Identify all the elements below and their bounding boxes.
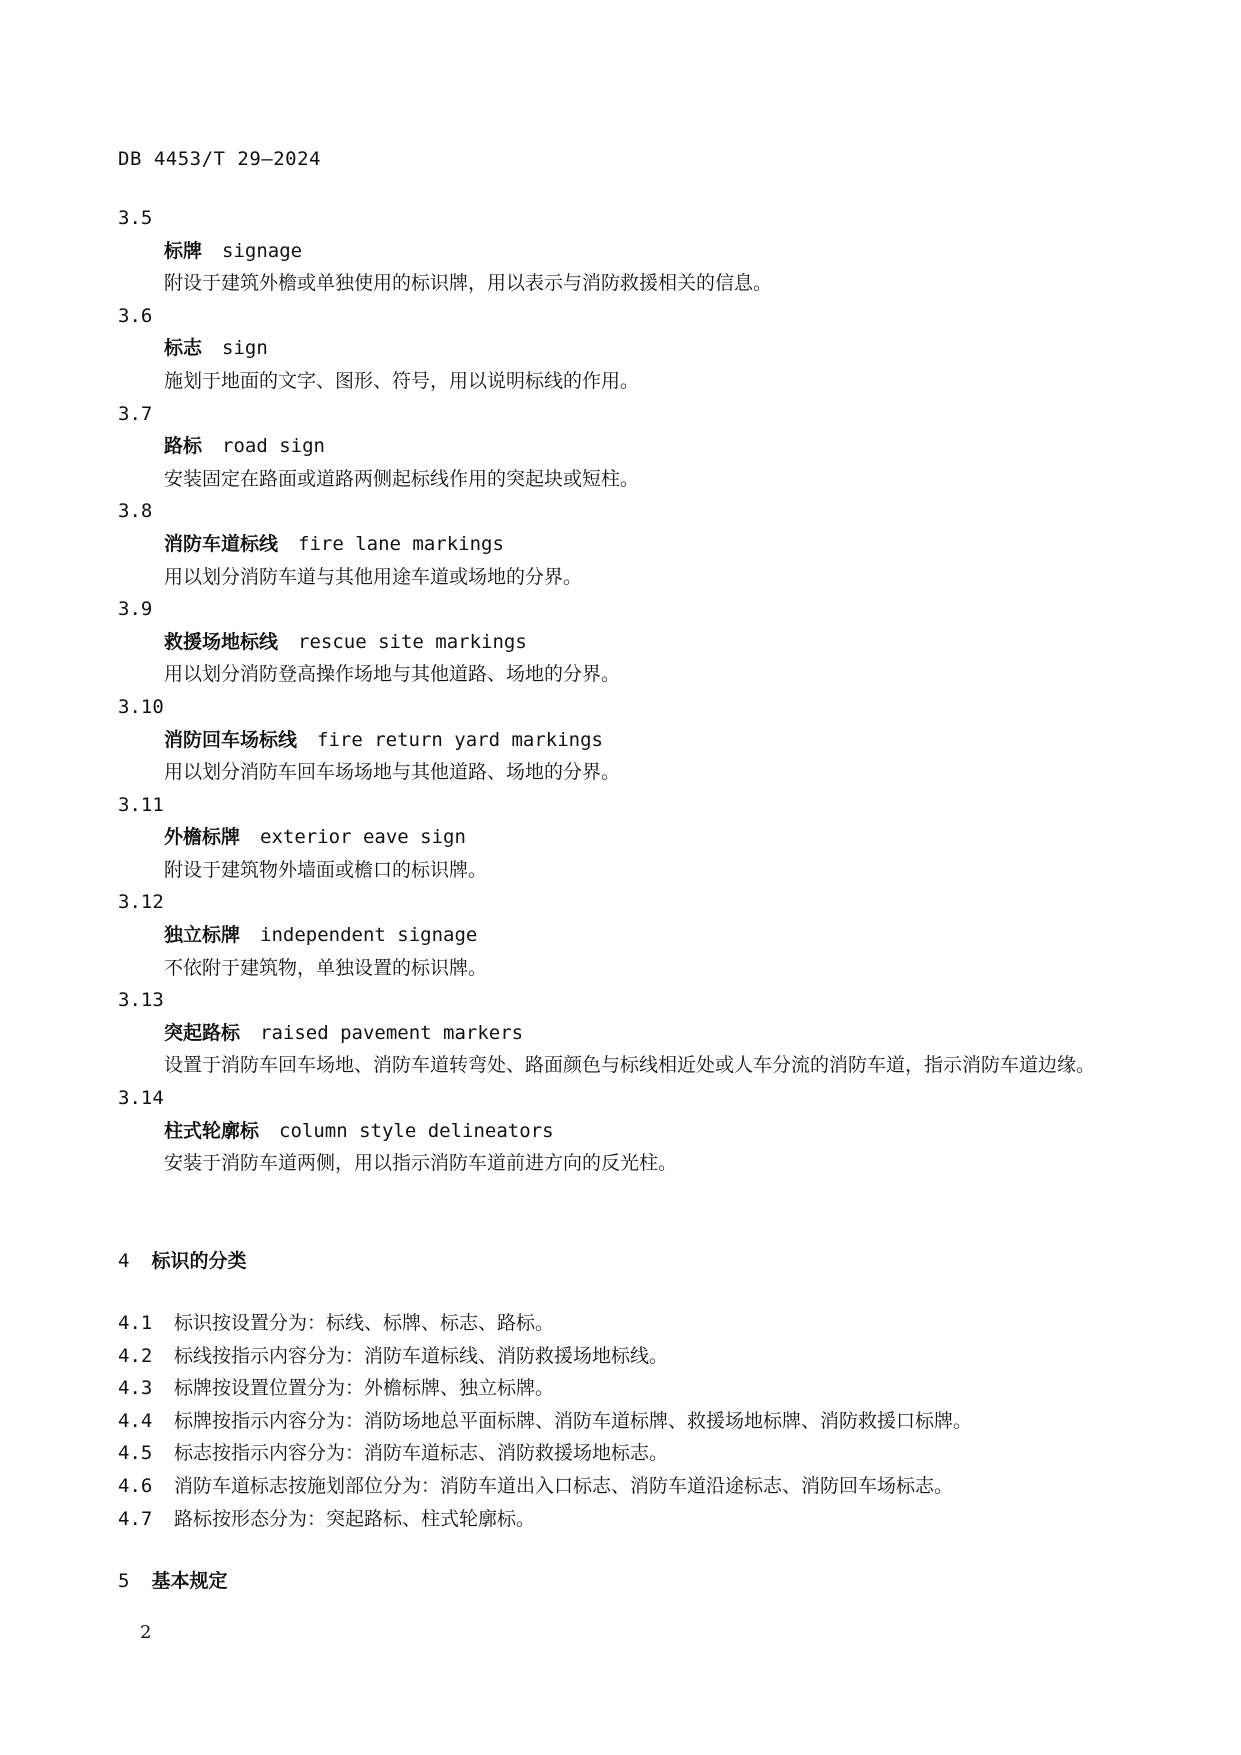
definition-number: 3.6 [118,304,153,327]
definition-term [118,1017,1118,1050]
definition-description: 用以划分消防车回车场场地与其他道路、场地的分界。 [164,761,621,784]
definition-term [118,724,1118,757]
definition-term [118,821,1118,854]
definition-number: 3.5 [118,207,153,229]
term-zh: 消防车道标线 [164,532,279,555]
definition-number: 3.7 [118,402,153,425]
list-item [118,1307,972,1340]
item-text: 消防车道标志按施划部位分为：消防车道出入口标志、消防车道沿途标志、消防回车场标志。 [174,1474,954,1497]
term-zh: 消防回车场标线 [164,728,298,751]
document-id-header: DB 4453/T 29—2024 [118,148,321,170]
term-en: raised pavement markers [260,1021,524,1044]
term-zh: 标志 [164,337,203,360]
term-zh: 救援场地标线 [164,630,279,653]
definition-term [118,919,1118,952]
item-number: 4.3 [118,1377,153,1400]
term-en: fire return yard markings [317,728,603,751]
term-zh: 突起路标 [164,1021,241,1044]
definition-description: 施划于地面的文字、图形、符号，用以说明标线的作用。 [164,369,640,392]
item-text: 标牌按设置位置分为：外檐标牌、独立标牌。 [174,1377,555,1400]
term-zh: 外檐标牌 [164,826,241,849]
item-text: 标线按指示内容分为：消防车道标线、消防救援场地标线。 [174,1344,669,1367]
term-zh: 标牌 [164,239,203,262]
definition-term [118,235,1118,268]
term-en: fire lane markings [298,532,504,555]
definition-description: 附设于建筑物外墙面或檐口的标识牌。 [164,858,488,881]
list-item [118,1405,972,1438]
definition-description: 附设于建筑外檐或单独使用的标识牌，用以表示与消防救援相关的信息。 [164,272,773,295]
definition-term [118,626,1118,659]
section-title: 标识的分类 [151,1250,247,1272]
term-en: column style delineators [279,1119,554,1142]
page-number: 2 [140,1622,152,1643]
item-number: 4.1 [118,1312,153,1334]
definition-entry [118,984,1118,1082]
item-number: 4.2 [118,1344,153,1367]
definition-number: 3.13 [118,989,164,1012]
item-text: 标识按设置分为：标线、标牌、标志、路标。 [174,1312,555,1334]
definition-number: 3.14 [118,1087,164,1110]
definition-entry [118,1082,1118,1180]
list-item [118,1372,972,1405]
definition-description: 不依附于建筑物，单独设置的标识牌。 [164,956,488,979]
section-heading-5 [118,1566,227,1593]
definition-entry [118,691,1118,789]
definition-number: 3.12 [118,891,164,914]
definition-number: 3.11 [118,793,164,816]
item-number: 4.7 [118,1507,153,1530]
term-en: sign [222,337,268,360]
definition-description: 用以划分消防登高操作场地与其他道路、场地的分界。 [164,663,621,686]
section-title: 基本规定 [151,1570,228,1592]
definition-description: 安装于消防车道两侧，用以指示消防车道前进方向的反光柱。 [164,1152,678,1175]
term-en: road sign [222,435,325,458]
section-number: 5 [118,1570,130,1592]
definition-term [118,1115,1118,1148]
section-number: 4 [118,1250,130,1272]
definition-term [118,332,1118,365]
section-heading-4 [118,1246,246,1273]
item-text: 标志按指示内容分为：消防车道标志、消防救援场地标志。 [174,1442,669,1465]
definition-description: 设置于消防车回车场地、消防车道转弯处、路面颜色与标线相近处或人车分流的消防车道，指示消防车道边缘。 [164,1054,1096,1077]
definition-entry [118,495,1118,593]
term-zh: 独立标牌 [164,924,241,947]
definition-number: 3.8 [118,500,153,523]
definitions-list [118,202,1118,1180]
term-zh: 路标 [164,435,203,458]
term-en: independent signage [260,924,478,947]
list-item [118,1503,972,1536]
item-number: 4.4 [118,1409,153,1432]
item-text: 标牌按指示内容分为：消防场地总平面标牌、消防车道标牌、救援场地标牌、消防救援口标牌。 [174,1409,973,1432]
definition-entry [118,300,1118,398]
term-en: rescue site markings [298,630,527,653]
item-number: 4.5 [118,1442,153,1465]
definition-entry [118,202,1118,300]
definition-entry [118,398,1118,496]
definition-term [118,528,1118,561]
term-en: exterior eave sign [260,826,466,849]
definition-entry [118,789,1118,887]
definition-entry [118,593,1118,691]
term-zh: 柱式轮廓标 [164,1119,260,1142]
list-item [118,1340,972,1373]
definition-number: 3.10 [118,695,164,718]
definition-number: 3.9 [118,598,153,621]
list-item [118,1437,972,1470]
term-en: signage [222,239,303,262]
item-text: 路标按形态分为：突起路标、柱式轮廓标。 [174,1507,536,1530]
definition-description: 安装固定在路面或道路两侧起标线作用的突起块或短柱。 [164,467,640,490]
definition-term [118,430,1118,463]
definition-entry [118,886,1118,984]
classification-list [118,1307,972,1535]
list-item [118,1470,972,1503]
definition-description: 用以划分消防车道与其他用途车道或场地的分界。 [164,565,583,588]
item-number: 4.6 [118,1474,153,1497]
